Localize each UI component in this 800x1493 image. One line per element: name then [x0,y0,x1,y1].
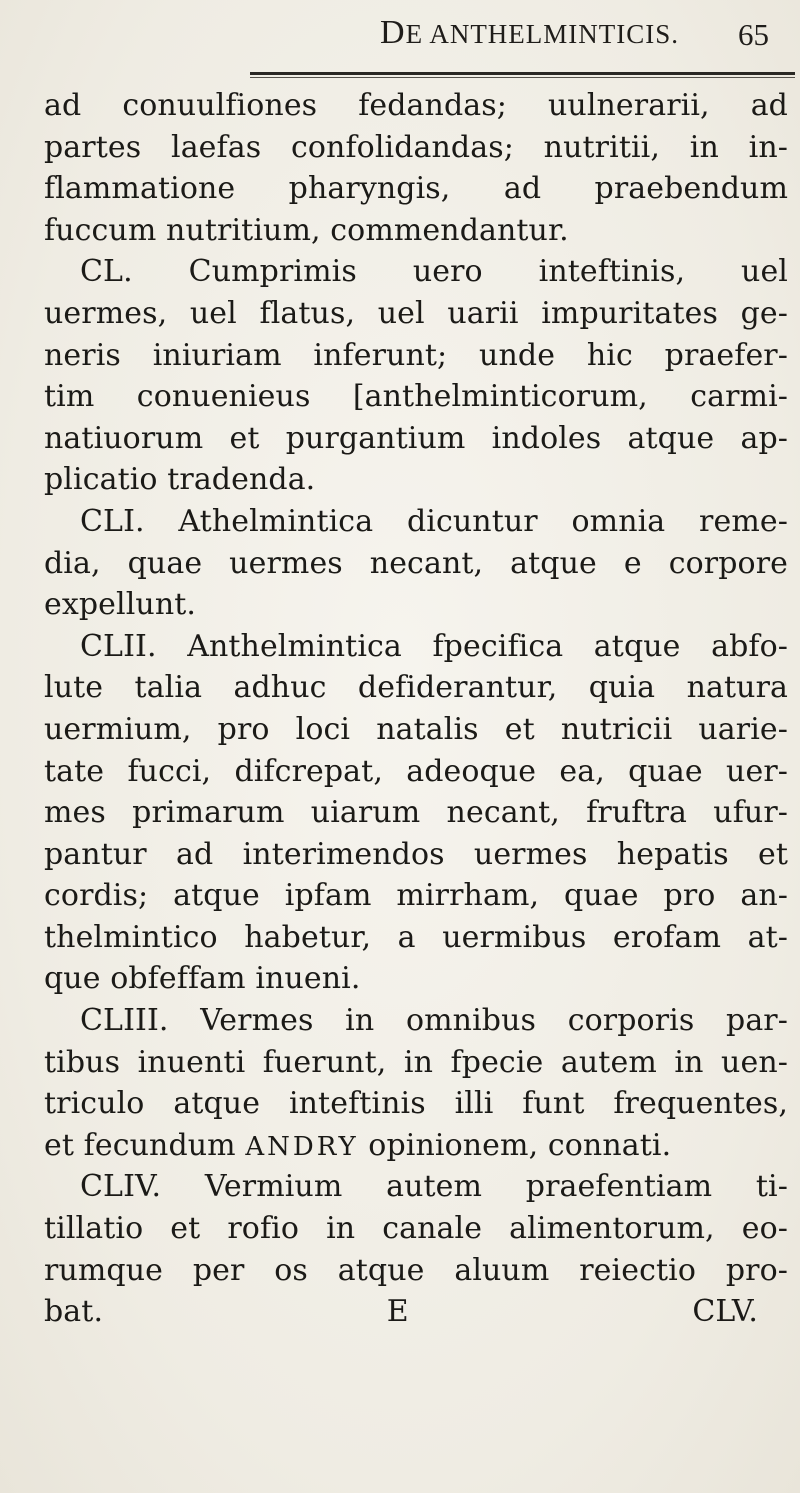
text-line: pantur ad interimendos uermes hepatis et [44,836,788,872]
text-line-andry [44,1125,788,1167]
text-line: uermes, uel flatus, uel uarii impuritates ge- [44,295,788,331]
paragraph-cl-start: CL. Cumprimis uero inteftinis, uel [80,254,788,290]
body-text [44,85,788,1333]
header-rule [250,72,795,75]
running-title-lead: D [380,14,406,51]
text-line: plicatio tradenda. [44,462,316,498]
text-line: expellunt. [44,587,197,623]
paragraph-clii-start: CLII. Anthelmintica fpecifica atque abfo- [80,628,788,664]
text-line: thelmintico habetur, a uermibus erofam at- [44,919,788,955]
paragraph-cliii-start: CLIII. Vermes in omnibus corporis par- [80,1003,788,1039]
text-line: flammatione pharyngis, ad praebendum [44,171,788,207]
andry-after: opinionem, connati. [358,1127,672,1163]
text-line: tate fucci, difcrepat, adeoque ea, quae uer- [44,753,788,789]
paragraph-cliv-start: CLIV. Vermium autem praefentiam ti- [80,1169,788,1205]
paragraph-cli-start: CLI. Athelmintica dicuntur omnia reme- [80,503,788,539]
text-line: mes primarum uiarum necant, fruftra ufur- [44,795,788,831]
text-line: fuccum nutritium, commendantur. [44,212,569,248]
text-line: partes laefas confolidandas; nutritii, in in- [44,129,788,165]
running-title [380,14,679,52]
andry-name: ANDRY [245,1131,359,1162]
running-title-rest: E ANTHELMINTICIS. [405,19,680,49]
text-line: cordis; atque ipfam mirrham, quae pro an- [44,878,788,914]
catchline [44,1291,758,1333]
text-line: rumque per os atque aluum reiectio pro- [44,1252,788,1288]
signature-mark: E [386,1294,409,1330]
text-line: natiuorum et purgantium indoles atque ap- [44,420,788,456]
andry-before: et fecundum [44,1127,246,1163]
text-line: que obfeffam inueni. [44,961,361,997]
page-header [0,14,800,74]
text-line: dia, quae uermes necant, atque e corpore [44,545,788,581]
text-line: uermium, pro loci natalis et nutricii uarie- [44,711,788,747]
header-rule-thin [250,77,795,78]
text-line: tibus inuenti fuerunt, in fpecie autem in uen- [44,1044,788,1080]
page-number: 65 [738,17,769,52]
text-line: triculo atque inteftinis illi funt frequentes, [44,1086,788,1122]
text-line: lute talia adhuc defiderantur, quia natura [44,670,788,706]
catchline-word: bat. [44,1294,104,1330]
text-line: tim conuenieus [anthelminticorum, carmi- [44,379,788,415]
text-line: tillatio et rofio in canale alimentorum, eo- [44,1211,788,1247]
catchword: CLV. [692,1294,758,1330]
text-line: neris iniuriam inferunt; unde hic praefer- [44,337,788,373]
text-line: ad conuulfiones fedandas; uulnerarii, ad [44,88,788,123]
